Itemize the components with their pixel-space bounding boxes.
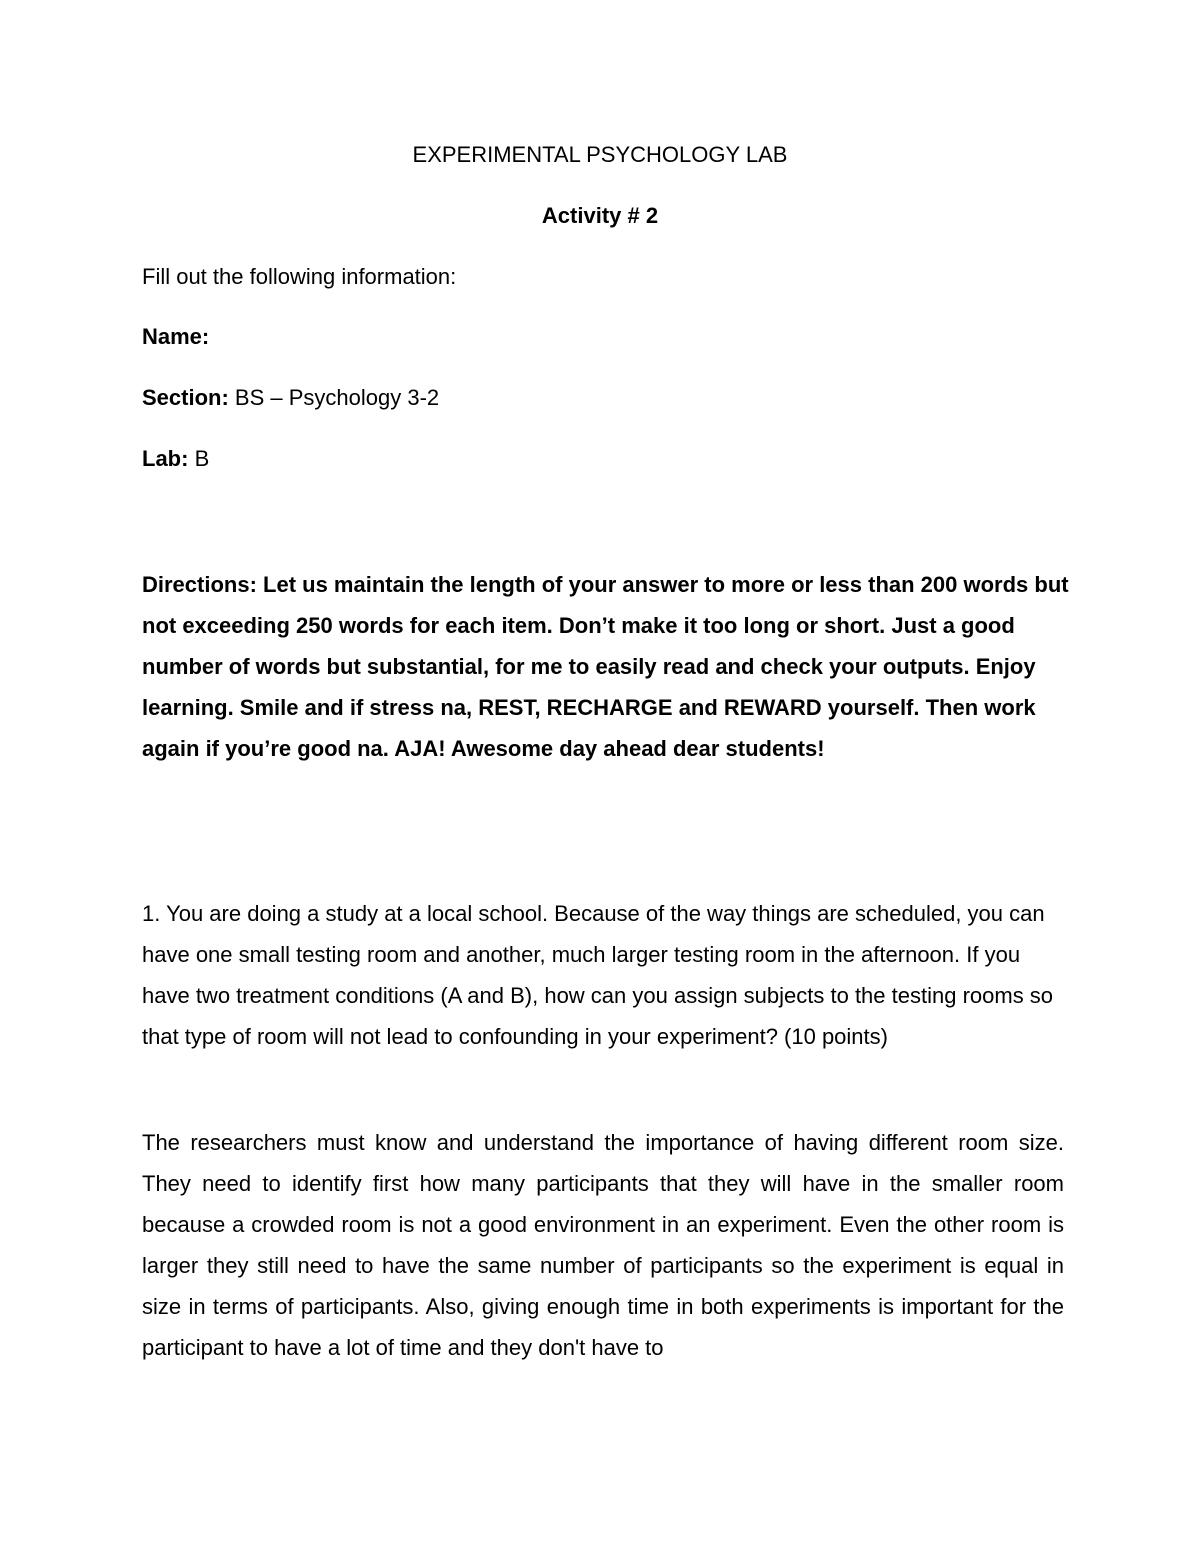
directions-paragraph: Directions: Let us maintain the length of your answer to more or less than 200 words but not exceeding 250 words for each item. Don’t make it too long or short. Just a good number of words but substantial, for me to easily read and check your outputs. Enjoy learning. Smile and if stress na, REST, RECHARGE and REWARD yourself. Then work again if you’re good na. AJA! Awesome day ahead dear students!: [142, 572, 1069, 761]
name-field: [142, 324, 209, 350]
lab-value: B: [194, 446, 210, 471]
document-title: EXPERIMENTAL PSYCHOLOGY LAB: [412, 142, 788, 167]
form-instruction: Fill out the following information:: [142, 264, 457, 289]
lab-field: [142, 446, 209, 472]
lab-label: Lab:: [142, 446, 189, 471]
answer-1: The researchers must know and understand the importance of having different room size. They need to identify first how many participants that they will have in the smaller room because a crowded room is not a good environment in an experiment. Even the other room is larger they still need to have the same number of participants so the experiment is equal in size in terms of participants. Also, giving enough time in both experiments is important for the participant to have a lot of time and they don't have to: [142, 1130, 1064, 1360]
section-field: [142, 385, 439, 411]
section-value: BS – Psychology 3-2: [234, 385, 440, 410]
question-1: 1. You are doing a study at a local school. Because of the way things are scheduled, you can have one small testing room and another, much larger testing room in the afternoon. If you have two treatment conditions (A and B), how can you assign subjects to the testing rooms so that type of room will not lead to confounding in your experiment? (10 points): [142, 901, 1054, 1049]
name-label: Name:: [142, 324, 210, 349]
activity-number: Activity # 2: [541, 203, 659, 228]
section-label: Section:: [142, 385, 229, 410]
